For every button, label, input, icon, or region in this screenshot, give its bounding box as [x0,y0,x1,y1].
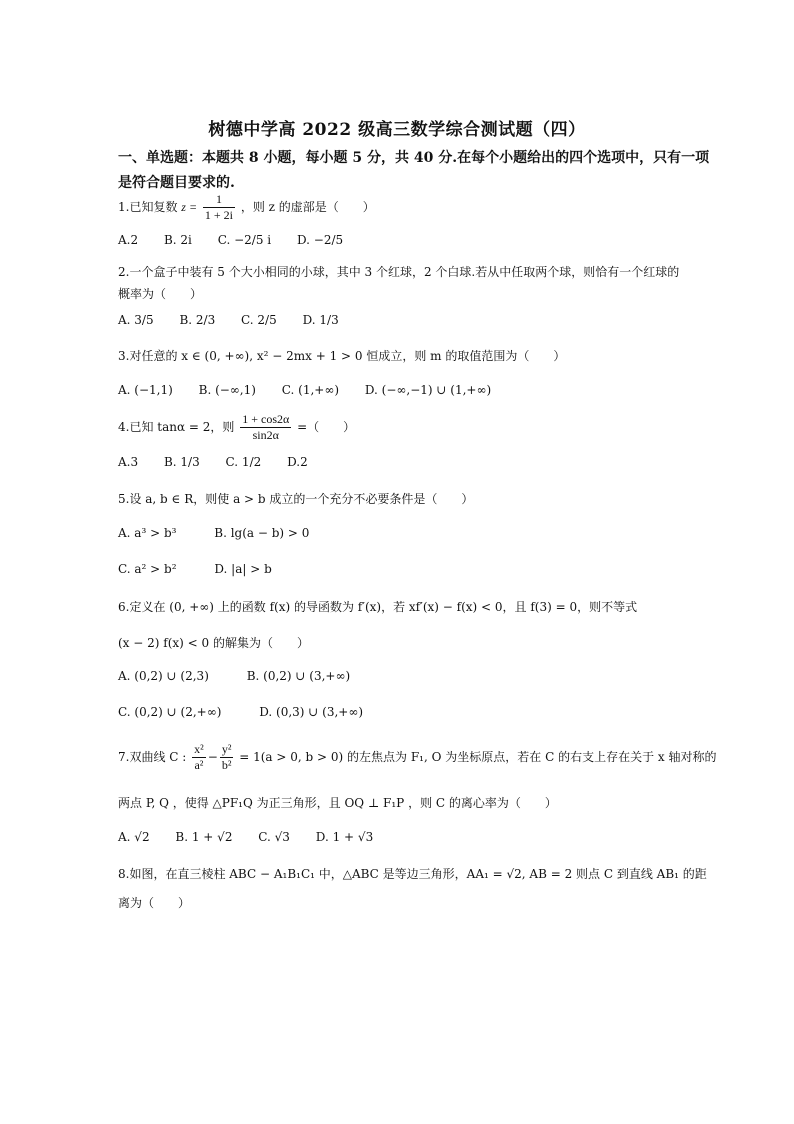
q1-option-d: D. −2/5 [296,233,344,247]
q7-frac2-denominator: b² [221,758,232,772]
q7-fraction-y [220,742,234,773]
section-instructions-line1: 一、单选题：本题共 8 小题，每小题 5 分，共 40 分.在每个小题给出的四个选项中，只有一项 [118,150,710,166]
q4-option-b: B. 1/3 [163,455,200,469]
q4-fraction [240,412,291,443]
question-6-line2: (x − 2) f(x) < 0 的解集为（ ） [118,636,309,650]
q4-option-c: C. 1/2 [225,455,262,469]
q3-option-d: D. (−∞,−1) ∪ (1,+∞) [364,383,492,397]
q7-fraction-x [192,742,206,773]
q4-suffix: =（ ） [297,420,356,434]
q4-options [118,455,764,469]
q3-option-b: B. (−∞,1) [198,383,256,397]
question-1 [118,192,764,223]
q4-prefix: 4.已知 tanα = 2，则 [118,420,235,434]
q4-option-d: D.2 [287,455,308,469]
q6-option-a: A. (0,2) ∪ (2,3) [118,669,209,683]
q7-prefix: 7.双曲线 C : [118,750,187,764]
q7-frac2-numerator: y² [221,742,232,756]
q4-option-a: A.3 [118,455,139,469]
q3-option-a: A. (−1,1) [118,383,173,397]
question-8-line2: 离为（ ） [118,896,191,910]
q6-option-d: D. (0,3) ∪ (3,+∞) [259,705,364,719]
q7-option-a: A. √2 [118,830,150,844]
q4-frac-denominator: sin2α [252,428,279,442]
q6-options-row2 [118,705,764,719]
q1-expression: z = [181,200,198,214]
q5-options-row1 [118,526,764,540]
question-7-line2: 两点 P, Q ，使得 △PF₁Q 为正三角形，且 OQ ⊥ F₁P ，则 C 的离心率为（ ） [118,796,557,810]
question-2-line1: 2.一个盒子中装有 5 个大小相同的小球，其中 3 个红球，2 个白球.若从中任取两个球，则恰有一个红球的 [118,265,680,279]
q1-option-a: A.2 [118,233,139,247]
question-6-line1: 6.定义在 (0, +∞) 上的函数 f(x) 的导函数为 f′(x)，若 xf′(x) − f(x) < 0，且 f(3) = 0，则不等式 [118,600,638,614]
q5-option-d: D. |a| > b [214,562,272,576]
question-4 [118,412,764,443]
q7-suffix: = 1(a > 0, b > 0) 的左焦点为 F₁, O 为坐标原点，若在 C 的右支上存在关于 x 轴对称的 [239,750,717,764]
exam-title: 树德中学高 2022 级高三数学综合测试题（四） [208,120,586,140]
question-2-line2: 概率为（ ） [118,287,203,301]
q1-frac-numerator: 1 [203,192,235,208]
q6-option-b: B. (0,2) ∪ (3,+∞) [246,669,351,683]
q1-option-b: B. 2i [163,233,192,247]
q3-options [118,383,764,397]
question-3: 3.对任意的 x ∈ (0, +∞), x² − 2mx + 1 > 0 恒成立，则 m 的取值范围为（ ） [118,349,566,363]
q2-option-a: A. 3/5 [118,313,154,327]
q5-option-a: A. a³ > b³ [118,526,177,540]
q7-option-c: C. √3 [258,830,290,844]
q7-option-b: B. 1 + √2 [175,830,233,844]
q2-option-b: B. 2/3 [179,313,216,327]
question-7-line1: 7.双曲线 C : $\frac{\text{x²}}{\text{a²}}$ − $\frac{\text{y²}}{\text{b²}}$ = 1(a > 0, b > 0) 的左焦点为 F₁, O 为坐标原点，若在 C 的右支上存在关于 x 轴对称的 [118,742,717,772]
q7-option-d: D. 1 + √3 [315,830,374,844]
q2-options [118,313,764,327]
q7-options [118,830,764,844]
q1-options [118,233,764,247]
q2-option-d: D. 1/3 [302,313,339,327]
question-5: 5.设 a, b ∈ R，则使 a > b 成立的一个充分不必要条件是（ ） [118,492,474,506]
q5-options-row2 [118,562,764,576]
q1-option-c: C. −2/5 i [217,233,272,247]
question-8-line1: 8.如图，在直三棱柱 ABC − A₁B₁C₁ 中，△ABC 是等边三角形，AA₁ = √2, AB = 2 则点 C 到直线 AB₁ 的距 [118,867,707,881]
q1-prefix: 1.已知复数 [118,200,178,214]
q1-suffix: ，则 z 的虚部是（ ） [240,200,375,214]
q1-fraction [203,192,235,223]
q5-option-c: C. a² > b² [118,562,177,576]
q2-option-c: C. 2/5 [241,313,277,327]
q4-frac-numerator: 1 + cos2α [242,412,290,426]
q7-frac1-numerator: x² [194,742,204,756]
q6-options-row1 [118,669,764,683]
q6-option-c: C. (0,2) ∪ (2,+∞) [118,705,222,719]
q3-option-c: C. (1,+∞) [281,383,340,397]
section-instructions-line2: 是符合题目要求的. [118,175,235,191]
q7-frac1-denominator: a² [194,758,204,772]
q5-option-b: B. lg(a − b) > 0 [214,526,310,540]
q1-frac-denominator: 1 + 2i [204,208,233,222]
